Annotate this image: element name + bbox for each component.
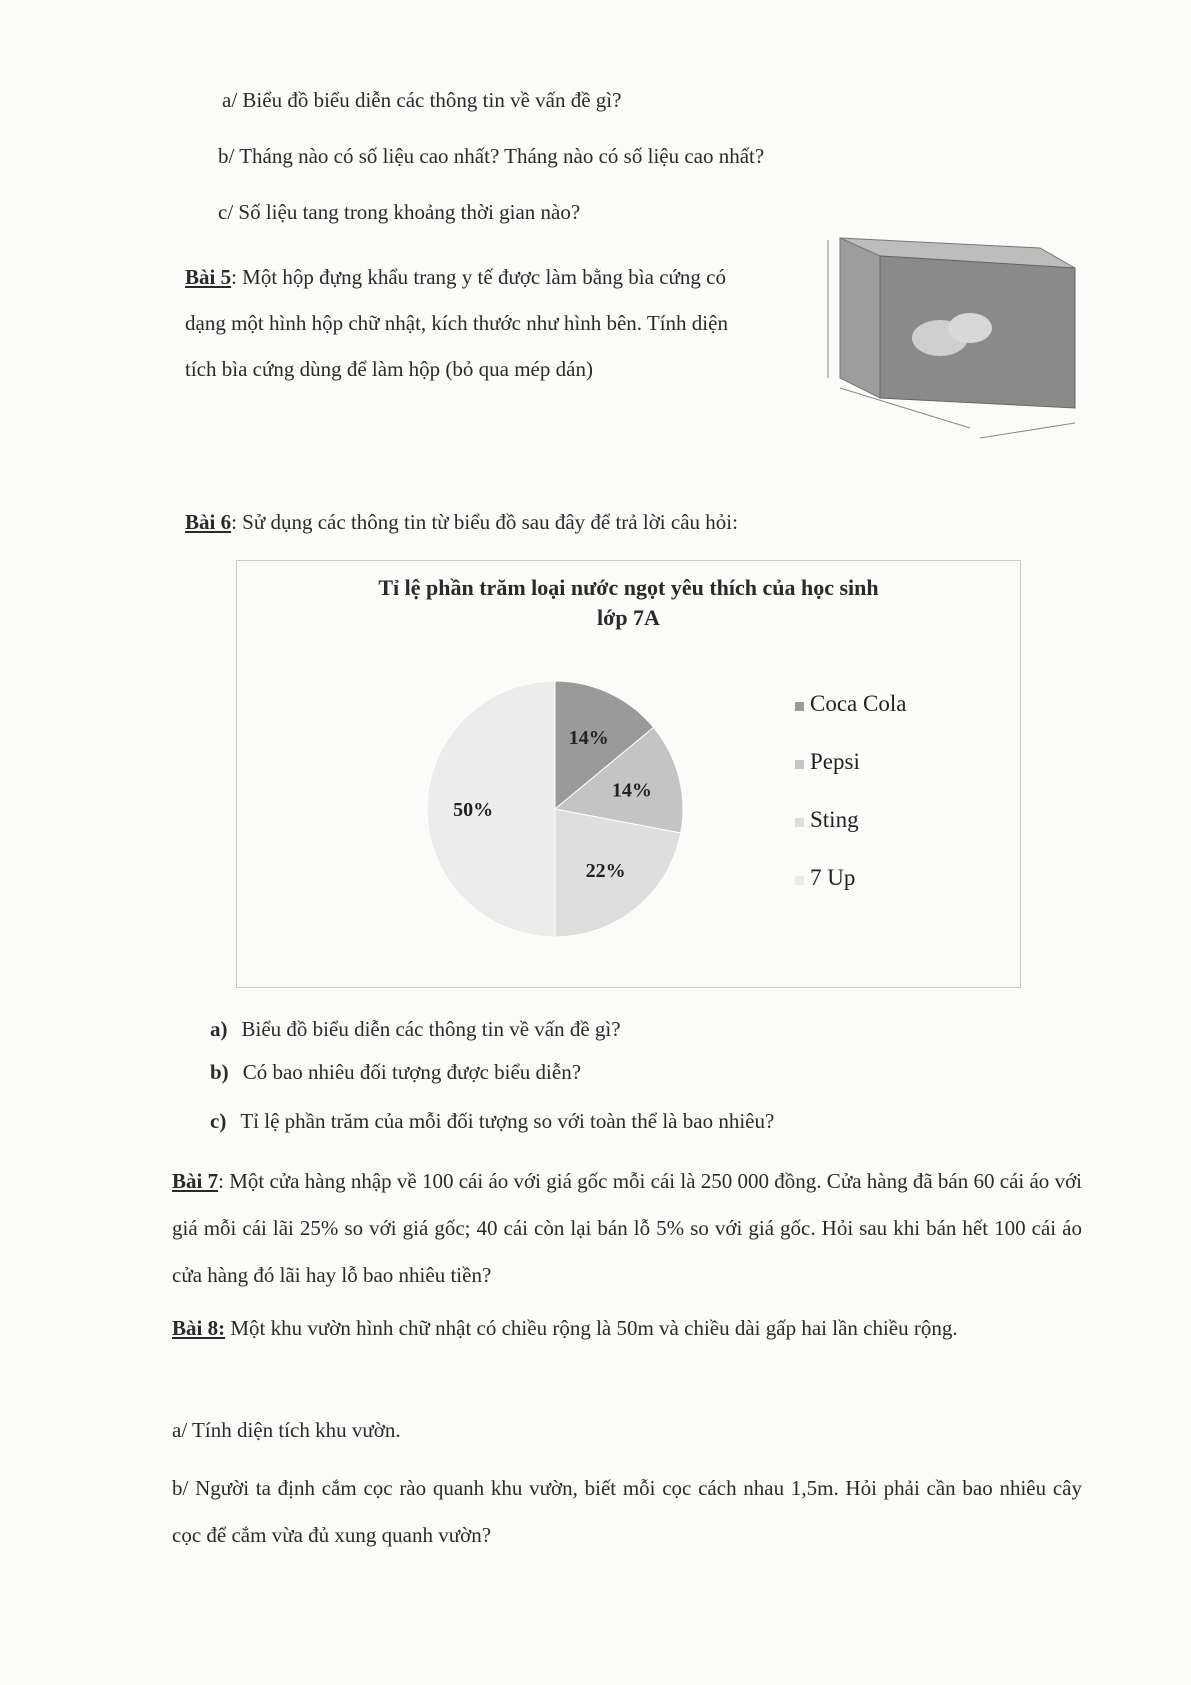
bai6-question-c-letter: c): [210, 1109, 227, 1133]
bai8-question-b: b/ Người ta định cắm cọc rào quanh khu vườn, biết mỗi cọc cách nhau 1,5m. Hỏi phải cần bao nhiêu cây cọc để cắm vừa đủ xung quanh vườn?: [172, 1476, 1082, 1547]
bai6-question-b-letter: b): [210, 1060, 229, 1084]
box-illustration: [820, 228, 1080, 458]
bai8-text: Một khu vườn hình chữ nhật có chiều rộng là 50m và chiều dài gấp hai lần chiều rộng.: [225, 1316, 958, 1340]
bai6-label: Bài 6: [185, 510, 232, 534]
question-a: a/ Biểu đồ biểu diễn các thông tin về vấn đề gì?: [222, 88, 622, 112]
question-c: c/ Số liệu tang trong khoảng thời gian nào?: [218, 200, 581, 224]
legend-swatch-sting: [795, 818, 804, 827]
legend-swatch-coca-cola: [795, 702, 804, 711]
chart-title-line1: Tỉ lệ phần trăm loại nước ngọt yêu thích của học sinh: [378, 575, 879, 600]
bai5-text: : Một hộp đựng khẩu trang y tế được làm bằng bìa cứng có dạng một hình hộp chữ nhật, kích thước như hình bên. Tính diện tích bìa cứng dùng để làm hộp (bỏ qua mép dán): [185, 265, 728, 381]
bai8-question-a: a/ Tính diện tích khu vườn.: [172, 1418, 401, 1442]
bai6-question-b-text: Có bao nhiêu đối tượng được biểu diễn?: [242, 1060, 582, 1084]
legend-swatch-pepsi: [795, 760, 804, 769]
question-b: b/ Tháng nào có số liệu cao nhất? Tháng nào có số liệu cao nhất?: [218, 144, 765, 168]
bai5-label: Bài 5: [185, 265, 232, 289]
pie-svg: [237, 561, 1022, 989]
bai6-question-a: [210, 1017, 621, 1042]
bai7-paragraph: [172, 1158, 1082, 1299]
bai8-label: Bài 8:: [172, 1316, 226, 1340]
legend-label-pepsi: Pepsi: [810, 749, 860, 774]
pie-label-coca-cola: 14%: [568, 727, 609, 750]
legend-label-sting: Sting: [810, 807, 859, 832]
pie-label-sting: 22%: [585, 860, 626, 883]
bai7-label: Bài 7: [172, 1169, 219, 1193]
bai6-question-c-text: Tỉ lệ phần trăm của mỗi đối tượng so với toàn thể là bao nhiêu?: [240, 1109, 775, 1133]
bai6-question-c: [210, 1109, 774, 1134]
pie-label-7-up: 50%: [453, 799, 494, 821]
bai6-question-b: [210, 1060, 581, 1085]
legend-swatch-7-up: [795, 876, 804, 885]
bai5-paragraph: [185, 254, 745, 392]
bai6-question-a-letter: a): [210, 1017, 228, 1041]
bai8-paragraph: [172, 1305, 1082, 1352]
bai7-text: : Một cửa hàng nhập về 100 cái áo với giá gốc mỗi cái là 250 000 đồng. Cửa hàng đã bán 60 cái áo với giá mỗi cái lãi 25% so với giá gốc; 40 cái còn lại bán lỗ 5% so với giá gốc. Hỏi sau khi bán hết 100 cái áo cửa hàng đó lãi hay lỗ bao nhiêu tiền?: [172, 1169, 1083, 1287]
pie-label-pepsi: 14%: [611, 779, 652, 802]
pie-chart: [236, 560, 1021, 988]
bai6-text: : Sử dụng các thông tin từ biểu đồ sau đây để trả lời câu hỏi:: [231, 510, 738, 534]
bai6-heading: [185, 510, 738, 535]
bai6-question-a-text: Biểu đồ biểu diễn các thông tin về vấn đề gì?: [241, 1017, 621, 1041]
legend-label-coca-cola: Coca Cola: [810, 691, 907, 716]
chart-title-line2: lớp 7A: [597, 605, 660, 630]
legend-label-7-up: 7 Up: [810, 865, 856, 890]
